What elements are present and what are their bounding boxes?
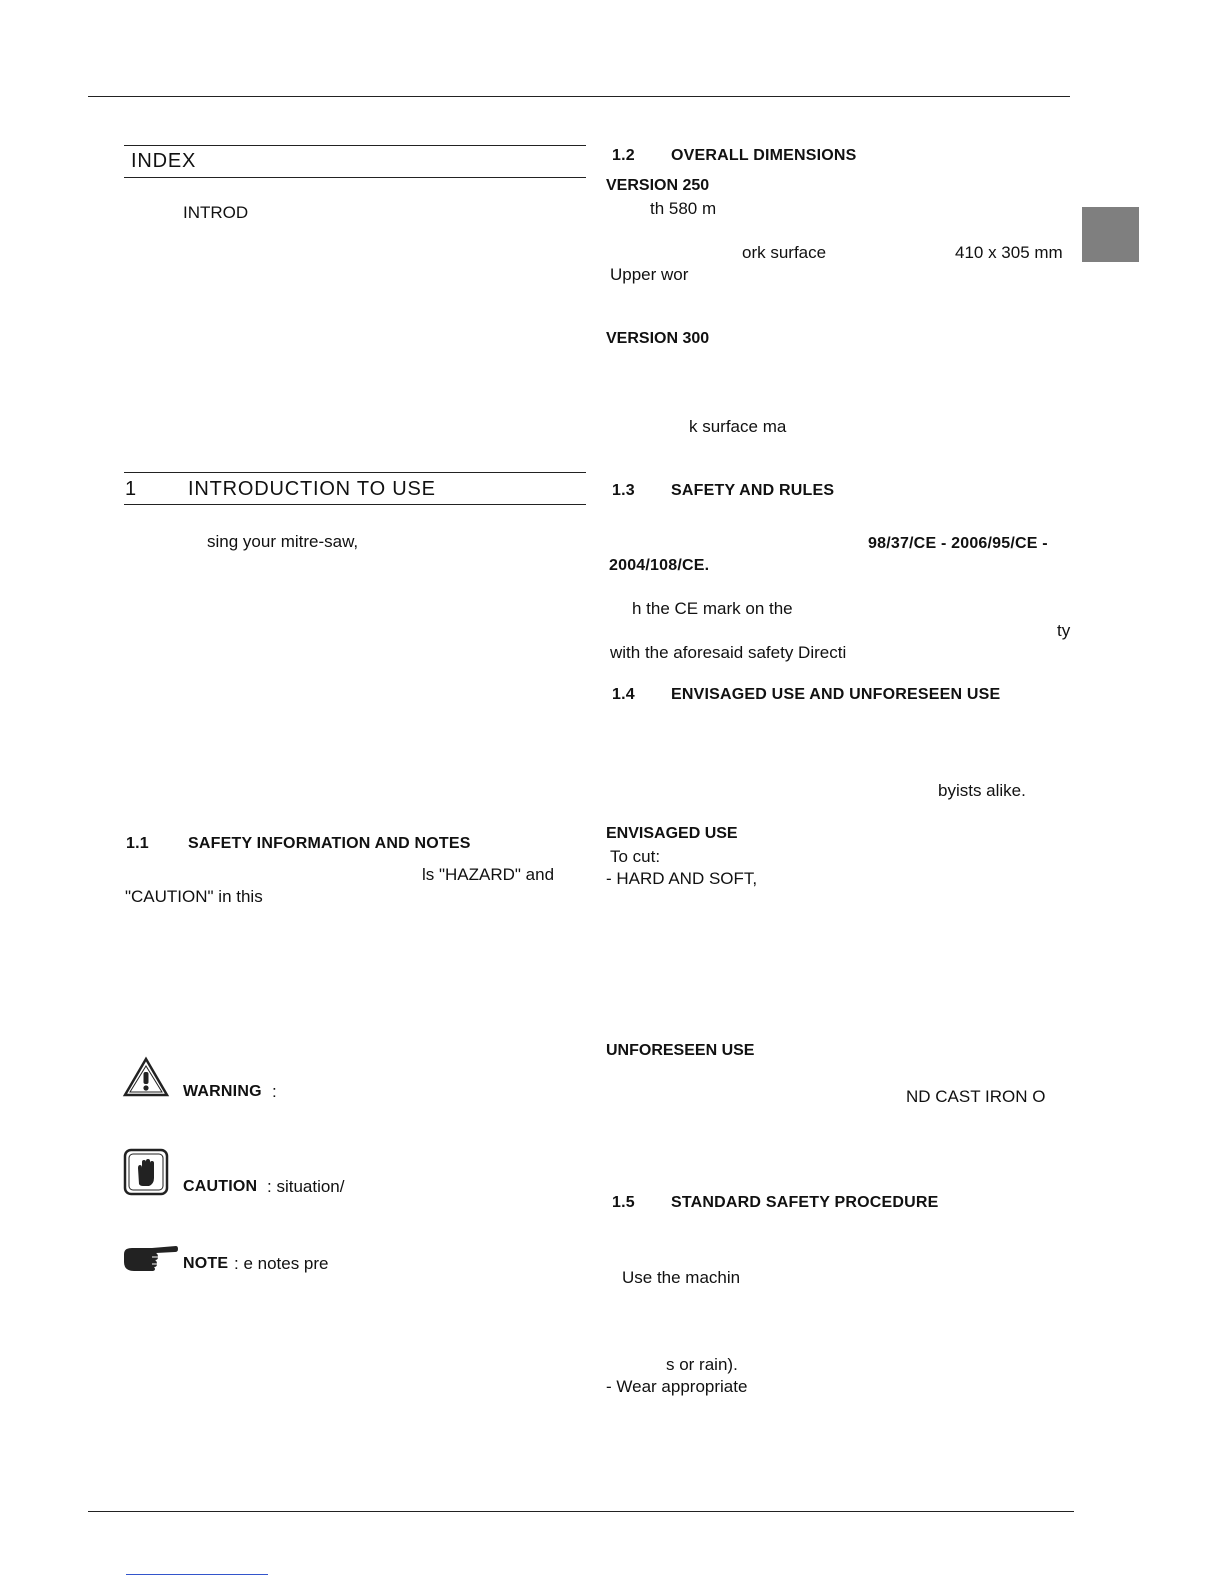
section1-1-line1: ls "HAZARD" and	[422, 865, 555, 884]
section1-5-line1: Use the machin	[622, 1268, 741, 1287]
version-250-line2b: 410 x 305 mm	[955, 243, 1063, 262]
section1-1-title: SAFETY INFORMATION AND NOTES	[188, 835, 471, 852]
warning-label: WARNING	[183, 1083, 262, 1100]
unforeseen-use-line1: ND CAST IRON O	[906, 1087, 1046, 1106]
footer-rule	[88, 1511, 1074, 1512]
envisaged-use-title: ENVISAGED USE	[606, 825, 738, 842]
index-rule-bottom	[124, 177, 586, 178]
chapter-tab-marker	[1082, 207, 1139, 262]
version-250-title: VERSION 250	[606, 177, 710, 194]
section1-5-number: 1.5	[612, 1194, 635, 1211]
section1-5-title: STANDARD SAFETY PROCEDURE	[671, 1194, 939, 1211]
unforeseen-use-title: UNFORESEEN USE	[606, 1042, 755, 1059]
section1-4-line1: byists alike.	[938, 781, 1026, 800]
section1-3-title: SAFETY AND RULES	[671, 482, 835, 499]
section1-2-number: 1.2	[612, 147, 635, 164]
version-300-title: VERSION 300	[606, 330, 710, 347]
section1-rule-top	[124, 472, 586, 473]
version-250-line2a: ork surface	[742, 243, 827, 262]
section1-number: 1	[125, 478, 137, 500]
directives-line1: 98/37/CE - 2006/95/CE -	[868, 535, 1048, 552]
section1-rule-bottom	[124, 504, 586, 505]
header-rule	[88, 96, 1070, 97]
section1-5-line2: s or rain).	[666, 1355, 738, 1374]
section1-4-number: 1.4	[612, 686, 635, 703]
section1-5-line3: - Wear appropriate	[606, 1377, 748, 1396]
section1-1-line2: "CAUTION" in this	[125, 887, 263, 906]
note-text: : e notes pre	[234, 1254, 329, 1273]
warning-colon: :	[272, 1082, 277, 1101]
index-entry[interactable]: INTROD	[183, 203, 249, 222]
section1-3-number: 1.3	[612, 482, 635, 499]
pointing-hand-icon	[122, 1244, 178, 1272]
index-title: INDEX	[131, 150, 197, 172]
section1-3-line3: with the aforesaid safety Directi	[610, 643, 847, 662]
envisaged-use-line2: - HARD AND SOFT,	[606, 869, 758, 888]
version-300-line: k surface ma	[689, 417, 787, 436]
section1-1-number: 1.1	[126, 835, 149, 852]
caution-text: : situation/	[267, 1177, 345, 1196]
footer-link-underline[interactable]	[126, 1574, 268, 1575]
section1-title: INTRODUCTION TO USE	[188, 478, 436, 500]
section1-3-line2: ty	[1057, 621, 1071, 640]
warning-triangle-icon	[122, 1056, 170, 1098]
caution-label: CAUTION	[183, 1178, 258, 1195]
directives-line2: 2004/108/CE.	[609, 557, 710, 574]
version-250-line1: th 580 m	[650, 199, 717, 218]
section1-text: sing your mitre-saw,	[207, 532, 359, 551]
section1-3-line1: h the CE mark on the	[632, 599, 793, 618]
stop-hand-icon	[123, 1148, 169, 1196]
section1-4-title: ENVISAGED USE AND UNFORESEEN USE	[671, 686, 1001, 703]
envisaged-use-line1: To cut:	[610, 847, 661, 866]
note-label: NOTE	[183, 1255, 229, 1272]
version-250-line3: Upper wor	[610, 265, 689, 284]
section1-2-title: OVERALL DIMENSIONS	[671, 147, 857, 164]
index-rule-top	[124, 145, 586, 146]
